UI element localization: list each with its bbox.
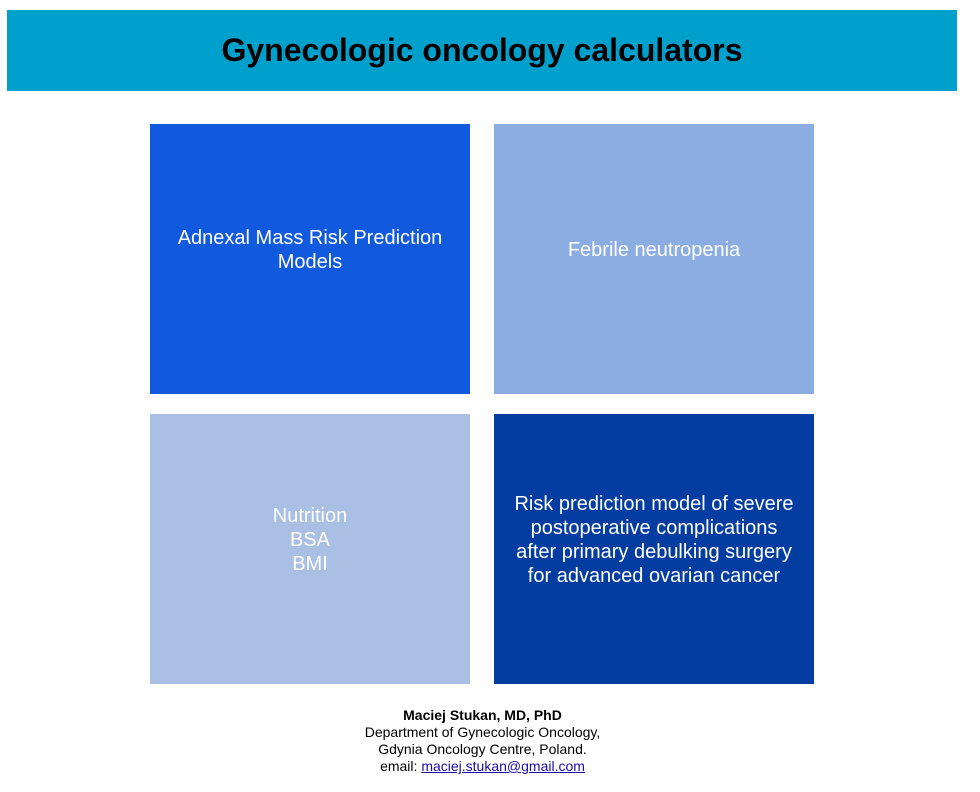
page-header	[7, 10, 957, 91]
tile-label-line: BSA	[289, 529, 330, 551]
department-text: Department of Gynecologic Oncology,	[364, 724, 601, 740]
tile-label-line: Nutrition	[272, 505, 348, 527]
tile-postoperative-risk[interactable]	[494, 414, 814, 684]
tile-adnexal-mass[interactable]	[150, 124, 470, 394]
tile-label-line: Febrile neutropenia	[567, 239, 741, 261]
institution-text: Gdynia Oncology Centre, Poland.	[378, 741, 587, 757]
email-line	[0, 758, 965, 775]
tile-label-line: Risk prediction model of severe	[514, 493, 794, 515]
tile-nutrition[interactable]	[150, 414, 470, 684]
tile-label-line: after primary debulking surgery	[516, 541, 792, 563]
author-name: Maciej Stukan, MD, PhD	[403, 707, 562, 723]
tile-label-line: postoperative complications	[530, 517, 778, 539]
tile-label-line: for advanced ovarian cancer	[527, 565, 781, 587]
email-label: email:	[380, 758, 418, 774]
footer	[0, 707, 965, 775]
tile-label-line: Models	[277, 251, 343, 273]
page-title: Gynecologic oncology calculators	[221, 32, 743, 68]
tile-label-line: Adnexal Mass Risk Prediction	[177, 227, 443, 249]
tile-febrile-neutropenia[interactable]	[494, 124, 814, 394]
tile-label-line: BMI	[292, 553, 328, 575]
email-link[interactable]: maciej.stukan@gmail.com	[421, 758, 585, 774]
